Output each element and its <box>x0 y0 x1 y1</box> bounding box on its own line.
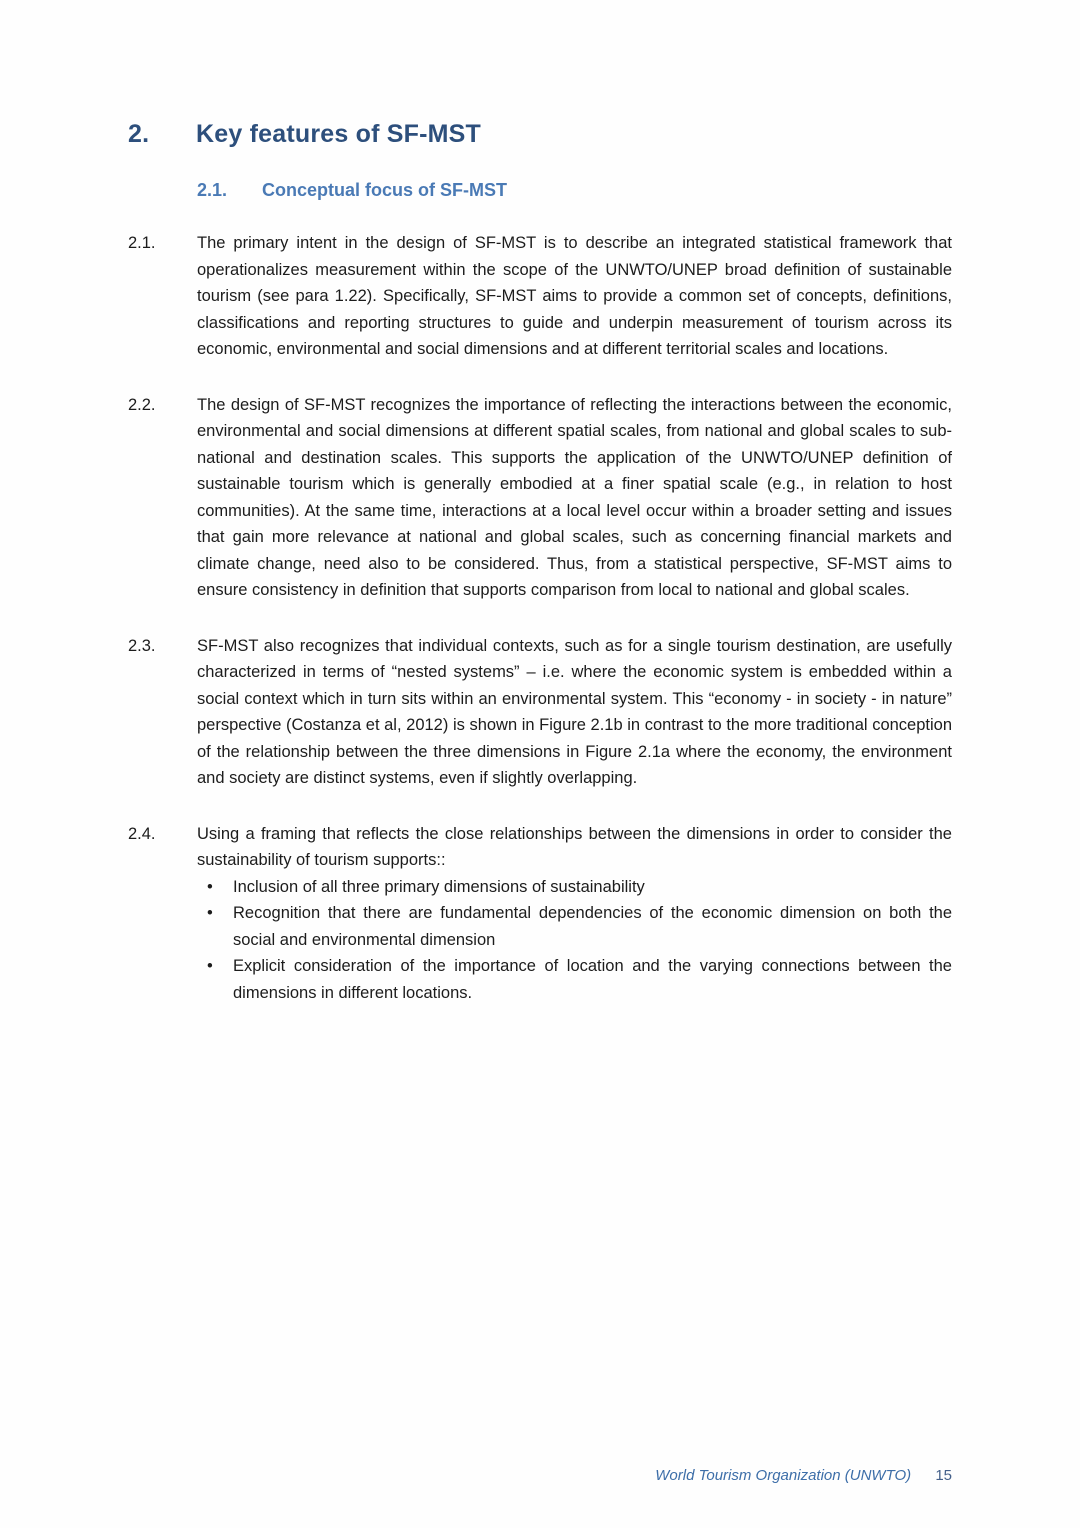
paragraph-text: The primary intent in the design of SF-MST is to describe an integrated statistical framework that operationalizes measurement within the scope of the UNWTO/UNEP broad definition of sustainable tourism (see para 1.22). Specifically, SF-MST aims to provide a common set of concepts, definitions, classifications and reporting structures to guide and underpin measurement of tourism across its economic, environmental and social dimensions and at different territorial scales and locations. <box>197 234 952 358</box>
bullet-item: • Recognition that there are fundamental dependencies of the economic dimension on both the social and environmental dimension <box>197 900 952 953</box>
section-heading <box>128 120 952 149</box>
paragraph-text: SF-MST also recognizes that individual contexts, such as for a single tourism destination, are usefully characterized in terms of “nested systems” – i.e. where the economic system is embedded within a social context which in turn sits within an environmental system. This “economy - in society - in nature” perspective (Costanza et al, 2012) is shown in Figure 2.1b in contrast to the more traditional conception of the relationship between the three dimensions in Figure 2.1a where the economy, the environment and society are distinct systems, even if slightly overlapping. <box>197 636 952 787</box>
paragraph-2-4 <box>128 821 952 1007</box>
paragraph-number: 2.4. <box>128 824 156 843</box>
subsection-heading-title: Conceptual focus of SF-MST <box>262 180 507 200</box>
bullet-item: • Inclusion of all three primary dimensions of sustainability <box>197 874 952 901</box>
paragraph-number: 2.2. <box>128 395 156 414</box>
paragraph-2-3 <box>128 633 952 792</box>
paragraph-text: Using a framing that reflects the close relationships between the dimensions in order to consider the sustainability of tourism supports:: <box>197 824 952 869</box>
paragraph-text: The design of SF-MST recognizes the importance of reflecting the interactions between the economic, environmental and social dimensions at different spatial scales, from national and global scales to sub-national and destination scales. This supports the application of the UNWTO/UNEP definition of sustainable tourism which is generally embodied at a finer spatial scale (e.g., in relation to host communities). At the same time, interactions at a local level occur within a broader setting and issues that gain more relevance at national and global scales, such as concerning financial markets and climate change, need also to be considered. Thus, from a statistical perspective, SF-MST aims to ensure consistency in definition that supports comparison from local to national and global scales. <box>197 395 952 599</box>
paragraph-number: 2.1. <box>128 234 156 252</box>
subsection-heading <box>197 180 952 201</box>
section-heading-number: 2. <box>128 120 150 148</box>
paragraph-2-2 <box>128 392 952 604</box>
footer-page-number: 15 <box>935 1467 952 1484</box>
subsection-heading-number: 2.1. <box>197 180 228 200</box>
bullet-list <box>197 874 952 1007</box>
paragraph-2-1 <box>128 230 952 363</box>
bullet-item: • Explicit consideration of the importance of location and the varying connections between the dimensions in different locations. <box>197 953 952 1006</box>
footer-organization: World Tourism Organization (UNWTO) <box>655 1467 912 1484</box>
paragraph-number: 2.3. <box>128 636 156 655</box>
page-footer <box>655 1467 952 1484</box>
section-heading-title: Key features of SF-MST <box>196 120 482 148</box>
